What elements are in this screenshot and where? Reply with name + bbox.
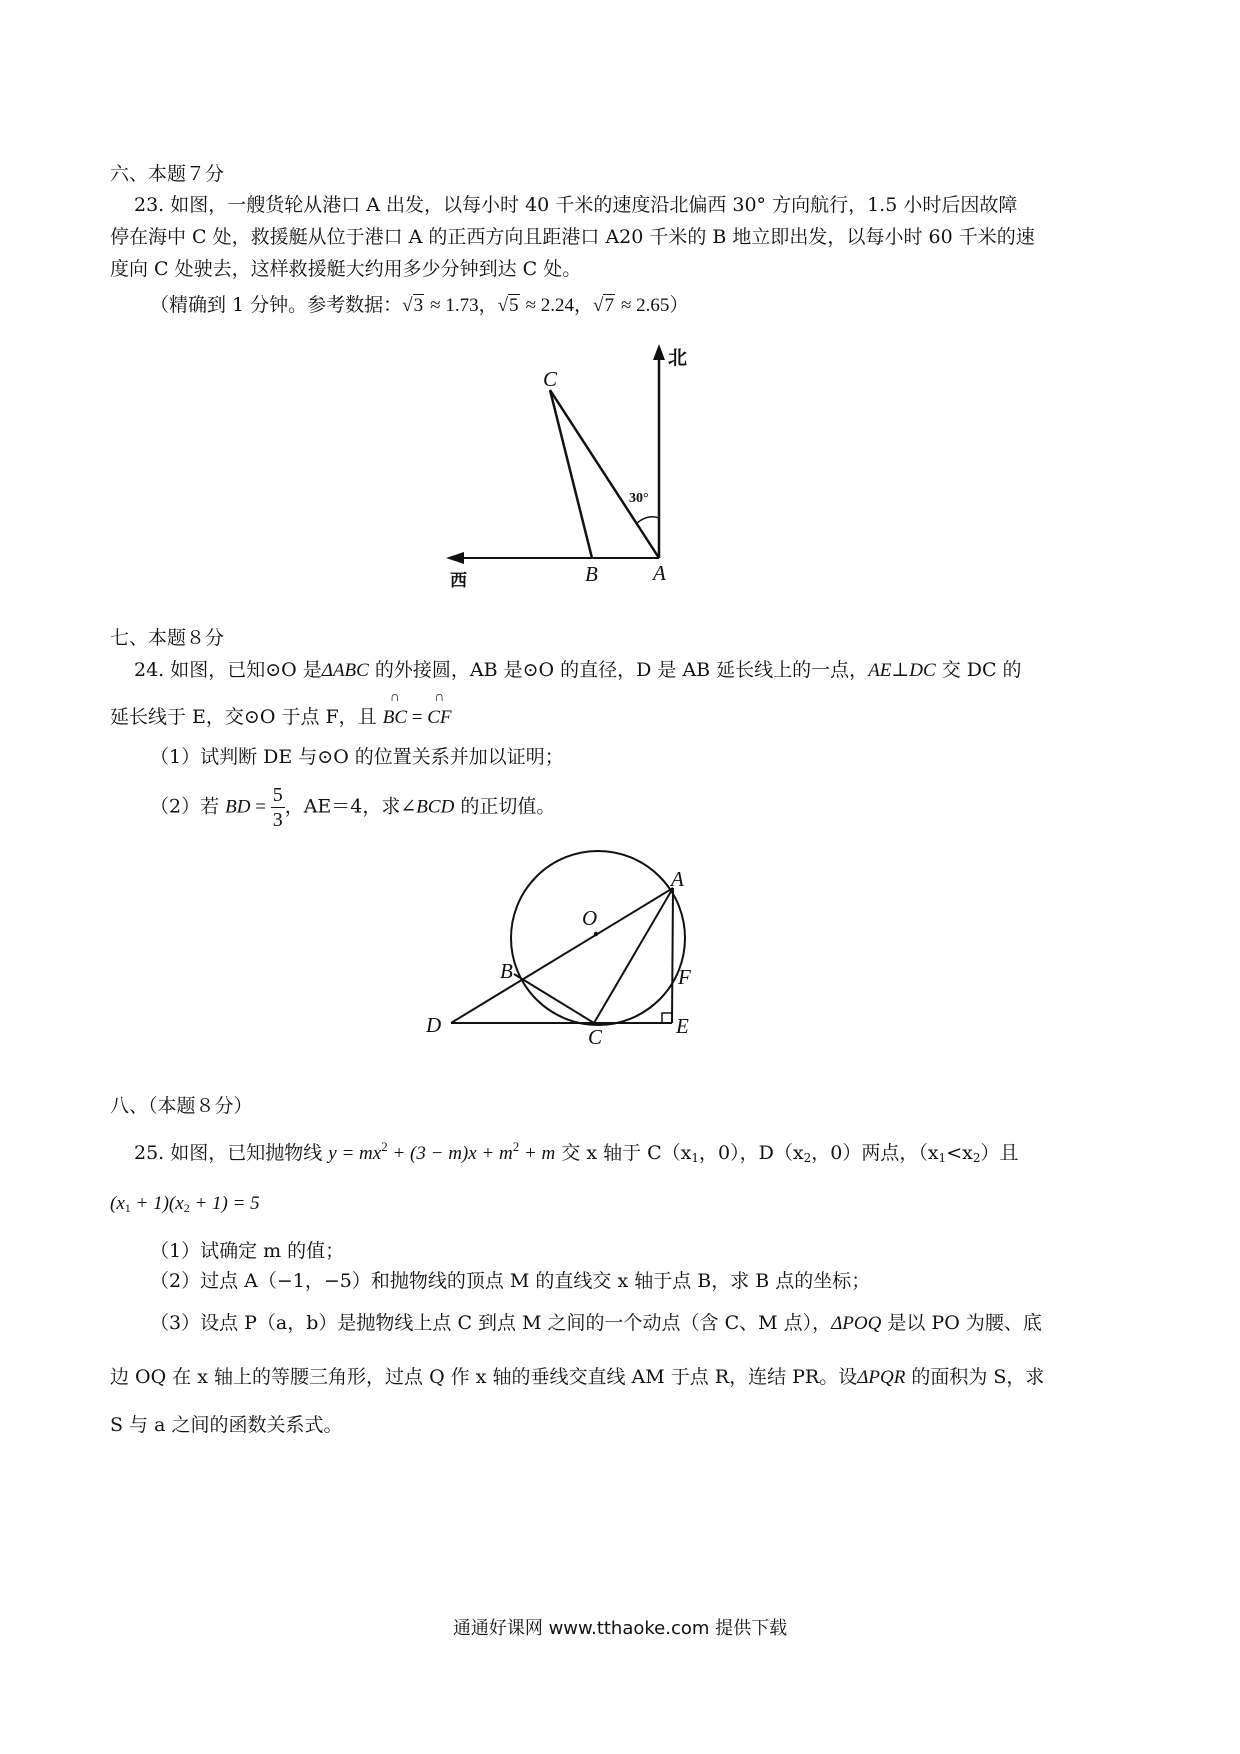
- problem-23-line-1: 23. 如图，一艘货轮从港口 A 出发，以每小时 40 千米的速度沿北偏西 30° 方向航行，1.5 小时后因故障: [134, 194, 1018, 216]
- problem-23-line-2: 停在海中 C 处，救援艇从位于港口 A 的正西方向且距港口 A20 千米的 B 地立即出发，以每小时 60 千米的速: [110, 226, 1035, 248]
- figure-ship-rescue: [440, 340, 710, 595]
- label-point-c: C: [543, 367, 558, 391]
- problem-24-question-2: （2）若 BD = $\frac{5}{3}$ ，AE＝4，求∠BCD 的正切值。: [150, 784, 556, 831]
- section-8-header: 八、（本题８分）: [110, 1095, 253, 1117]
- label-e: E: [676, 1014, 689, 1038]
- label-point-a: A: [653, 561, 666, 585]
- label-point-b: B: [585, 562, 598, 586]
- problem-25-question-2: （2）过点 A（−1，−5）和抛物线的顶点 M 的直线交 x 轴于点 B，求 B 点的坐标；: [150, 1270, 871, 1292]
- section-7-header: 七、本题８分: [110, 627, 225, 649]
- section-6-header: 六、本题７分: [110, 163, 225, 185]
- label-west: 西: [450, 571, 467, 591]
- label-c: C: [588, 1025, 603, 1048]
- problem-23-reference-data: （精确到 1 分钟。参考数据：√3 ≈ 1.73，√5 ≈ 2.24，√7 ≈ 2.65）: [150, 294, 689, 316]
- problem-25-line-1: 25. 如图，已知抛物线 $y = mx^2 + (3 - m)x + m^2 + m$ 交 x 轴于 $C(x_1$，0），$D(x_2$，0）两点，$(x_1<x_2)$且: [134, 1139, 1019, 1165]
- figure-circle-tangent: [420, 838, 720, 1048]
- problem-24-line-1: 24. 如图，已知⊙O 是ΔABC 的外接圆，AB 是⊙O 的直径，D 是 AB 延长线上的一点，AE⊥DC 交 DC 的: [134, 659, 1022, 681]
- label-d: D: [426, 1013, 442, 1037]
- label-a: A: [671, 867, 684, 891]
- footer-source: 通通好课网 www.tthaoke.com 提供下载: [452, 1618, 788, 1639]
- problem-25-line-4: 边 OQ 在 x 轴上的等腰三角形，过点 Q 作 x 轴的垂线交直线 AM 于点 R，连结 PR。设ΔPQR 的面积为 S，求: [110, 1366, 1045, 1388]
- label-north: 北: [668, 347, 688, 369]
- problem-25-question-1: （1）试确定 m 的值；: [150, 1240, 345, 1262]
- label-o: O: [582, 906, 598, 930]
- problem-24-line-2: 延长线于 E，交⊙O 于点 F，且 ∩ BC = ∩ CF: [110, 704, 452, 731]
- problem-24-question-1: （1）试判断 DE 与⊙O 的位置关系并加以证明；: [150, 746, 564, 768]
- label-angle-30: 30°: [629, 491, 649, 506]
- problem-25-question-3: （3）设点 P（a，b）是抛物线上点 C 到点 M 之间的一个动点（含 C、M 点），ΔPOQ 是以 PO 为腰、底: [150, 1312, 1042, 1334]
- label-f: F: [678, 965, 691, 989]
- problem-25-line-5: S 与 a 之间的函数关系式。: [110, 1414, 343, 1436]
- problem-23-line-3: 度向 C 处驶去，这样救援艇大约用多少分钟到达 C 处。: [110, 258, 582, 280]
- problem-25-condition: $(x_1 + 1)(x_2 + 1) = 5$: [110, 1193, 260, 1215]
- label-b: B: [500, 959, 513, 983]
